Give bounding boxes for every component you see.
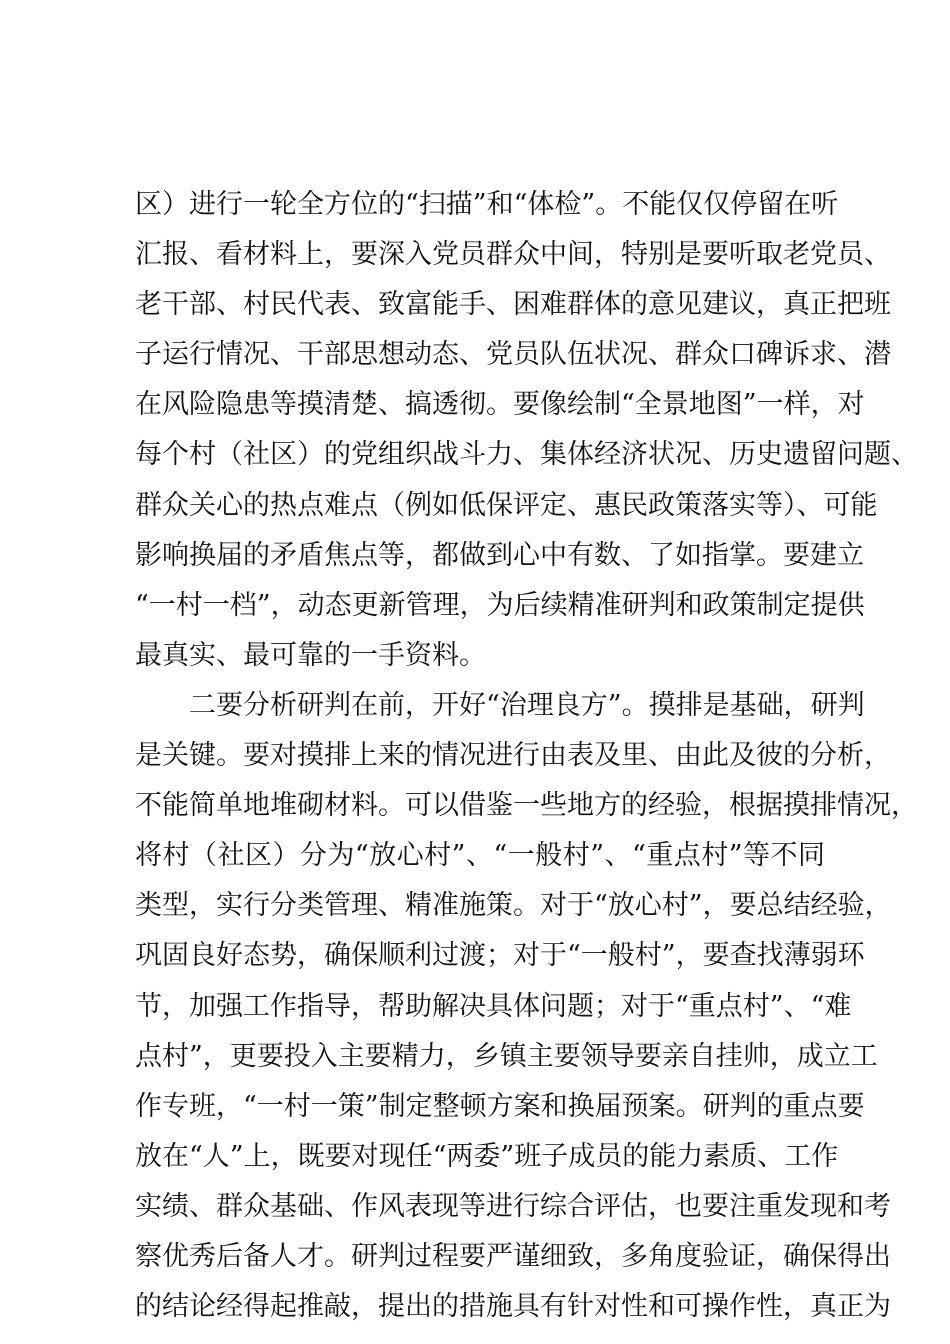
text-line: 察优秀后备人才。研判过程要严谨细致，多角度验证，确保得出 [135,1240,891,1272]
text-line: 是关键。要对摸排上来的情况进行由表及里、由此及彼的分析， [135,740,891,772]
text-line: 每个村（社区）的党组织战斗力、集体经济状况、历史遗留问题、 [135,439,918,471]
text-line: 群众关心的热点难点（例如低保评定、惠民政策落实等）、可能 [135,489,878,521]
text-line: 在风险隐患等摸清楚、搞透彻。要像绘制“全景地图”一样，对 [135,389,865,421]
text-line: 老干部、村民代表、致富能手、困难群体的意见建议，真正把班 [135,289,891,321]
document-page [135,180,918,1332]
text-line: 实绩、群众基础、作风表现等进行综合评估，也要注重发现和考 [135,1190,891,1222]
text-line: 类型，实行分类管理、精准施策。对于“放心村”，要总结经验， [135,890,892,922]
text-line: 二要分析研判在前，开好“治理良方”。摸排是基础，研判 [135,689,865,721]
paragraph-1 [135,180,918,681]
text-line: 最真实、最可靠的一手资料。 [135,639,486,671]
text-line: 子运行情况、干部思想动态、党员队伍状况、群众口碑诉求、潜 [135,339,891,371]
text-line: 放在“人”上，既要对现任“两委”班子成员的能力素质、工作 [135,1140,839,1172]
text-line: “一村一档”，动态更新管理，为后续精准研判和政策制定提供 [135,589,865,621]
text-line: 作专班，“一村一策”制定整顿方案和换届预案。研判的重点要 [135,1090,865,1122]
paragraph-2 [135,681,918,1332]
text-line: 节，加强工作指导，帮助解决具体问题；对于“重点村”、“难 [135,990,852,1022]
text-line: 汇报、看材料上，要深入党员群众中间，特别是要听取老党员、 [135,239,891,271]
text-line: 的结论经得起推敲，提出的措施具有针对性和可操作性，真正为 [135,1291,891,1323]
text-line: 影响换届的矛盾焦点等，都做到心中有数、了如指掌。要建立 [135,539,864,571]
text-line: 点村”，更要投入主要精力，乡镇主要领导要亲自挂帅，成立工 [135,1040,878,1072]
text-line: 将村（社区）分为“放心村”、“一般村”、“重点村”等不同 [135,840,825,872]
text-line: 巩固良好态势，确保顺利过渡；对于“一般村”，要查找薄弱环 [135,940,865,972]
text-line: 区）进行一轮全方位的“扫描”和“体检”。不能仅仅停留在听 [135,189,839,220]
text-line: 不能简单地堆砌材料。可以借鉴一些地方的经验，根据摸排情况， [135,790,918,822]
